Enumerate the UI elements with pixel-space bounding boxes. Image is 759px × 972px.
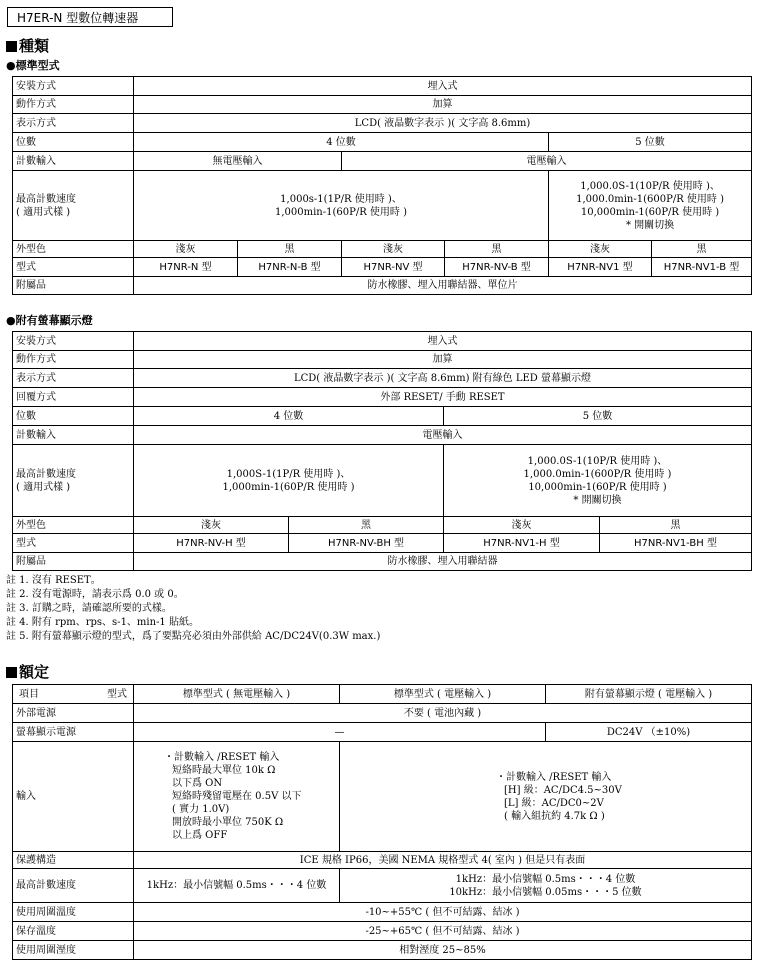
row-label: 安裝方式 [13,77,134,96]
cell-line: ( 輸入組抗約 4.7k Ω ) [504,810,605,822]
label-line: ( 適用式樣 ) [16,481,71,493]
cell-line: 1,000.0min-1(600P/R 使用時 ) [523,468,672,480]
table-cell: 淺灰 [342,241,445,258]
row-label: 最高計數速度 [13,869,134,903]
table-cell: H7NR-NV1-B 型 [652,258,752,277]
row-label: 位數 [13,133,134,152]
row-label: 安裝方式 [13,332,134,351]
table-cell: 淺灰 [134,517,289,534]
table-cell [444,445,752,517]
table-cell: 加算 [134,96,752,114]
table-cell [134,742,340,852]
table-cell: H7NR-NV1-BH 型 [600,534,752,553]
table-cell: 防水橡膠、埋入用聯結器 [134,553,752,571]
table-cell: 電壓輸入 [342,152,752,171]
page-title: H7ER-N 型數位轉速器 [7,7,173,27]
table-cell: 淺灰 [549,241,652,258]
row-label: 計數輸入 [13,152,134,171]
row-label: 位數 [13,407,134,426]
table-cell: 黑 [600,517,752,534]
row-label: 使用周圍溫度 [13,903,134,922]
header-item-label: 項目 [19,688,39,700]
row-label [13,445,134,517]
row-label: 螢幕顯示電源 [13,723,134,742]
row-label: 保護構造 [13,852,134,869]
row-label: 型式 [13,258,134,277]
header-cell [13,685,134,704]
table-cell: H7NR-NV1-H 型 [444,534,600,553]
table-cell: 1kHz：最小信號幅 0.5ms・・・4 位數 [134,869,340,903]
table-cell: H7NR-NV 型 [342,258,445,277]
table-cell: H7NR-N-B 型 [238,258,342,277]
cell-line: * 開關切換 [573,494,622,506]
table-cell: 埋入式 [134,77,752,96]
table-cell: 黑 [289,517,444,534]
section-heading-types [6,37,49,55]
table-cell: — [134,723,546,742]
table-cell: ICE 規格 IP66，美國 NEMA 規格型式 4( 室內 ) 但是只有表面 [134,852,752,869]
square-bullet-icon [6,41,17,52]
table-cell: 防水橡膠、埋入用聯結器、單位片 [134,277,752,295]
table-cell [340,742,752,852]
row-label: 外部電源 [13,704,134,723]
table-cell: 5 位數 [549,133,752,152]
table-cell: 5 位數 [444,407,752,426]
table-cell: 淺灰 [444,517,600,534]
cell-line: 以上爲 OFF [172,830,228,841]
label-line: ( 適用式樣 ) [16,206,71,218]
header-type-label: 型式 [107,688,127,700]
table-cell: H7NR-N 型 [134,258,238,277]
row-label: 外型色 [13,517,134,534]
note-item: 註 1. 沒有 RESET。 [6,575,101,586]
cell-line: 1,000min-1(60P/R 使用時 ) [222,481,355,493]
row-label: 表示方式 [13,114,134,133]
row-label: 型式 [13,534,134,553]
table-cell: 黑 [238,241,342,258]
cell-line: ・計數輸入 /RESET 輸入 [164,752,280,763]
table-cell: H7NR-NV-BH 型 [289,534,444,553]
row-label: 外型色 [13,241,134,258]
table-cell: 無電壓輸入 [134,152,342,171]
row-label: 動作方式 [13,96,134,114]
row-label: 附屬品 [13,553,134,571]
table-cell: 4 位數 [134,133,549,152]
cell-line: 10kHz：最小信號幅 0.05ms・・・5 位數 [449,886,642,898]
table-cell: DC24V （±10%) [546,723,752,742]
table-cell: 加算 [134,351,752,369]
cell-line: ・計數輸入 /RESET 輸入 [496,771,612,783]
row-label: 計數輸入 [13,426,134,445]
cell-line: 1,000S-1(1P/R 使用時 )、 [226,468,351,480]
sub-heading-lamp: ●附有螢幕顯示燈 [6,314,93,327]
table-cell: H7NR-NV-B 型 [445,258,549,277]
table-cell: 淺灰 [134,241,238,258]
cell-line: 短絡時最大單位 10k Ω [172,765,276,776]
table-cell: 4 位數 [134,407,444,426]
cell-line: 1,000.0S-1(10P/R 使用時 )、 [527,455,668,467]
cell-line: ( 實力 1.0V) [172,804,230,815]
section-heading-ratings [6,663,49,681]
row-label: 動作方式 [13,351,134,369]
table-cell: LCD( 液晶數字表示 )( 文字高 8.6mm) 附有綠色 LED 螢幕顯示燈 [134,369,752,388]
label-line: 最高計數速度 [16,193,76,205]
table-cell: 不要 ( 電池內藏 ) [134,704,752,723]
label-line: 最高計數速度 [16,468,76,480]
table-cell: 相對溼度 25~85% [134,941,752,960]
notes [6,574,380,644]
cell-line: 1,000s-1(1P/R 使用時 )、 [280,193,402,205]
cell-line: 1,000min-1(60P/R 使用時 ) [274,206,407,218]
table-cell: H7NR-NV-H 型 [134,534,289,553]
cell-line: 10,000min-1(60P/R 使用時 ) [528,481,667,493]
table-cell [134,171,549,241]
section-heading-text: 種類 [19,37,50,55]
table-cell: H7NR-NV1 型 [549,258,652,277]
table-cell: -10~+55℃ ( 但不可結露、結冰 ) [134,903,752,922]
cell-line: 1,000.0min-1(600P/R 使用時 ) [576,193,724,205]
table-cell [549,171,752,241]
table-cell: -25~+65℃ ( 但不可結露、結冰 ) [134,922,752,941]
row-label: 回覆方式 [13,388,134,407]
cell-line: 開放時最小單位 750K Ω [172,817,284,828]
table-cell: 埋入式 [134,332,752,351]
sub-heading-standard: ●標準型式 [6,59,60,72]
note-item: 註 5. 附有螢幕顯示燈的型式，爲了要點亮必須由外部供給 AC/DC24V(0.3W max.) [6,631,381,642]
note-item: 註 4. 附有 rpm、rps、s-1、min-1 貼紙。 [6,617,199,628]
table-cell: 黑 [445,241,549,258]
row-label: 附屬品 [13,277,134,295]
row-label [13,171,134,241]
standard-types-table [12,76,752,295]
table-cell: 黑 [652,241,752,258]
cell-line: 1,000.0S-1(10P/R 使用時 )、 [580,180,720,192]
cell-line: 以下爲 ON [172,778,223,789]
note-item: 註 2. 沒有電源時，請表示爲 0.0 或 0。 [6,589,184,600]
row-label: 表示方式 [13,369,134,388]
row-label: 保存溫度 [13,922,134,941]
row-label: 輸入 [13,742,134,852]
header-cell: 標準型式 ( 電壓輸入 ) [340,685,546,704]
table-cell [340,869,752,903]
table-cell [134,445,444,517]
lamp-types-table [12,331,752,571]
cell-line: [H] 級：AC/DC4.5~30V [504,784,622,796]
row-label: 使用周圍溼度 [13,941,134,960]
cell-line: * 開關切換 [625,219,675,231]
header-cell: 附有螢幕顯示燈 ( 電壓輸入 ) [546,685,752,704]
header-cell: 標準型式 ( 無電壓輸入 ) [134,685,340,704]
cell-line: 短絡時殘留電壓在 0.5V 以下 [172,791,302,802]
square-bullet-icon [6,667,17,678]
cell-line: [L] 級：AC/DC0~2V [504,797,604,809]
cell-line: 10,000min-1(60P/R 使用時 ) [580,206,720,218]
table-cell: 外部 RESET/ 手動 RESET [134,388,752,407]
ratings-table [12,684,752,960]
table-cell: LCD( 液晶數字表示 )( 文字高 8.6mm) [134,114,752,133]
table-cell: 電壓輸入 [134,426,752,445]
section-heading-text: 額定 [19,663,50,681]
cell-line: 1kHz：最小信號幅 0.5ms・・・4 位數 [455,873,636,885]
note-item: 註 3. 訂購之時，請確認所要的式樣。 [6,603,172,614]
